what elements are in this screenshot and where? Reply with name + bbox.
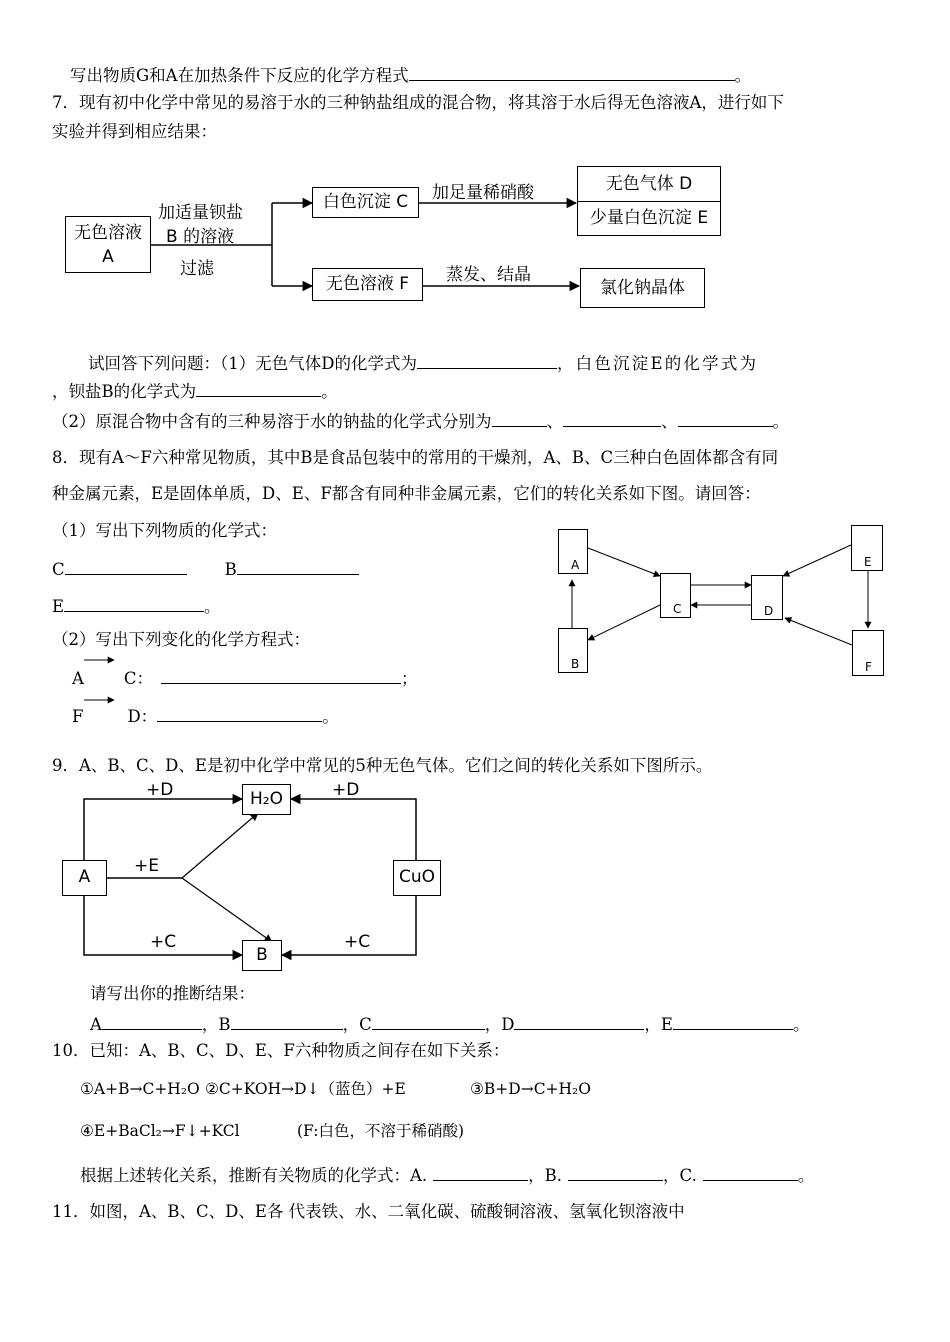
reagent-label-2: B 的溶液 bbox=[166, 227, 235, 247]
q8-node-b bbox=[558, 628, 588, 673]
q7-ask1 bbox=[88, 350, 758, 375]
q8-node-f-label: F bbox=[865, 660, 872, 674]
q8-f-from: F bbox=[72, 707, 84, 726]
q8-c-to: C： bbox=[123, 669, 154, 688]
q9-plus-c-left: +C bbox=[150, 932, 177, 952]
q7-blank-salt1[interactable] bbox=[492, 408, 547, 427]
q11-line: 11．如图，A、B、C、D、E各 代表铁、水、二氧化碳、硫酸铜溶液、氢氧化钡溶液中 bbox=[52, 1202, 685, 1221]
q9-plus-e: +E bbox=[134, 856, 159, 876]
q9-comma4: ， bbox=[644, 1015, 661, 1034]
q9-comma1: ， bbox=[201, 1015, 219, 1034]
q8-c-label: C bbox=[52, 560, 65, 579]
q10-blank-b[interactable] bbox=[568, 1162, 663, 1181]
q9-plus-d-left: +D bbox=[146, 780, 174, 800]
evaporation-label: 蒸发、结晶 bbox=[446, 265, 531, 285]
q8-f-end: 。 bbox=[322, 707, 339, 726]
q9-end: 。 bbox=[792, 1015, 810, 1034]
q8-a-to-c bbox=[72, 665, 418, 690]
q10-reaction-4-note: (F:白色，不溶于稀硝酸) bbox=[297, 1122, 465, 1140]
q10-blank-a[interactable] bbox=[433, 1162, 528, 1181]
q8-a-from: A bbox=[72, 669, 84, 688]
q7-ask1-b: ，白色沉淀E的化学式为 bbox=[556, 354, 759, 373]
q8-semi: ； bbox=[401, 669, 418, 688]
q9-blank-d[interactable] bbox=[514, 1011, 644, 1030]
q8-node-a bbox=[558, 529, 588, 574]
q8-blank-c[interactable] bbox=[65, 556, 187, 575]
q10-end: 。 bbox=[797, 1166, 815, 1185]
q9-plus-d-right: +D bbox=[332, 780, 360, 800]
q8-node-d-label: D bbox=[764, 604, 774, 618]
q8-blank-f-to-d[interactable] bbox=[157, 703, 322, 722]
q8-f-to-d bbox=[72, 703, 339, 728]
q8-blank-e[interactable] bbox=[64, 593, 204, 612]
q9-answers bbox=[90, 1011, 809, 1036]
q7-end: 。 bbox=[772, 412, 789, 431]
q8-node-c-label: C bbox=[673, 602, 682, 616]
q7-blank-d[interactable] bbox=[417, 350, 557, 369]
box-precipitate-e: 少量白色沉淀 E bbox=[589, 208, 709, 228]
q6-text: 写出物质G和A在加热条件下反应的化学方程式 bbox=[70, 66, 409, 85]
q9-comma2: ， bbox=[342, 1015, 360, 1034]
q7-ask1-c: ，钡盐B的化学式为 bbox=[52, 382, 197, 401]
q9-blank-c[interactable] bbox=[372, 1011, 485, 1030]
q8-e-label: E bbox=[52, 597, 65, 616]
q10-reaction-1: ①A+B→C+H₂O bbox=[80, 1080, 200, 1098]
q9-line: 9．A、B、C、D、E是初中化学中常见的5种无色气体。它们之间的转化关系如下图所示。 bbox=[52, 756, 713, 775]
q9-node-a: A bbox=[62, 860, 107, 896]
q9-d-label: D bbox=[501, 1015, 515, 1034]
q10-ask-text: 根据上述转化关系，推断有关物质的化学式：A. bbox=[80, 1166, 428, 1185]
q9-c-label: C bbox=[359, 1015, 372, 1034]
q9-blank-b[interactable] bbox=[231, 1011, 343, 1030]
box-colorless-solution-f: 无色溶液 F bbox=[312, 268, 423, 301]
q8-e-end: 。 bbox=[204, 597, 221, 616]
box-a-line1: 无色溶液 bbox=[74, 223, 142, 243]
q9-plus-c-right: +C bbox=[344, 932, 371, 952]
q8-e-row bbox=[52, 593, 221, 618]
q8-node-d bbox=[751, 575, 783, 620]
q7-blank-salt2[interactable] bbox=[563, 408, 661, 427]
q8-node-c bbox=[660, 573, 691, 618]
box-a-line2: A bbox=[102, 247, 114, 267]
q10-blank-c[interactable] bbox=[703, 1162, 798, 1181]
q7-ask1-a: 试回答下列问题：（1）无色气体D的化学式为 bbox=[88, 354, 417, 373]
q9-blank-e[interactable] bbox=[673, 1011, 793, 1030]
q8-node-b-label: B bbox=[571, 657, 580, 671]
q8-d-to: D： bbox=[127, 707, 158, 726]
q9-e-label: E bbox=[660, 1015, 673, 1034]
q10-reaction-3: ③B+D→C+H₂O bbox=[470, 1080, 591, 1098]
q8-line2: 种金属元素，E是固体单质，D、E、F都含有同种非金属元素，它们的转化关系如下图。请回答： bbox=[52, 484, 761, 503]
q8-sub1: （1）写出下列物质的化学式： bbox=[52, 521, 277, 540]
q8-node-f bbox=[852, 630, 884, 676]
q9-b-label: B bbox=[218, 1015, 231, 1034]
q10-line: 10．已知：A、B、C、D、E、F六种物质之间存在如下关系： bbox=[52, 1041, 510, 1060]
reagent-label-1: 加适量钡盐 bbox=[158, 203, 243, 223]
q8-blank-b[interactable] bbox=[237, 556, 359, 575]
q9-blank-a[interactable] bbox=[102, 1011, 202, 1030]
q7-ask1-cont bbox=[52, 378, 338, 403]
q10-b-label: ，B. bbox=[528, 1166, 563, 1185]
q10-reaction-2: ②C+KOH→D↓（蓝色）+E bbox=[205, 1080, 406, 1098]
q7-blank-b[interactable] bbox=[196, 378, 321, 397]
acid-label: 加足量稀硝酸 bbox=[432, 183, 534, 203]
box-white-precipitate-c: 白色沉淀 C bbox=[312, 187, 419, 218]
q7-ask2 bbox=[52, 408, 789, 433]
q9-node-h2o: H₂O bbox=[242, 784, 291, 815]
box-colorless-solution-a bbox=[65, 216, 151, 273]
q7-line1: 7．现有初中化学中常见的易溶于水的三种钠盐组成的混合物，将其溶于水后得无色溶液A，进行如下 bbox=[52, 93, 784, 112]
q6-end: 。 bbox=[734, 66, 752, 85]
q8-b-label: B bbox=[224, 560, 237, 579]
q7-ask1-end: 。 bbox=[321, 382, 338, 401]
q8-blank-a-to-c[interactable] bbox=[161, 665, 401, 684]
q7-sep1: 、 bbox=[546, 412, 563, 431]
q10-reaction-4: ④E+BaCl₂→F↓+KCl bbox=[80, 1122, 240, 1140]
q7-line2: 实验并得到相应结果： bbox=[52, 122, 217, 141]
box-gas-d: 无色气体 D bbox=[578, 167, 720, 202]
q9-node-b: B bbox=[242, 940, 282, 971]
q7-blank-salt3[interactable] bbox=[678, 408, 773, 427]
q8-line1: 8．现有A～F六种常见物质，其中B是食品包装中的常用的干燥剂，A、B、C三种白色固体都含有同 bbox=[52, 448, 779, 467]
q7-ask2-text: （2）原混合物中含有的三种易溶于水的钠盐的化学式分别为 bbox=[52, 412, 492, 431]
q9-node-cuo: CuO bbox=[393, 860, 441, 896]
q9-ask: 请写出你的推断结果： bbox=[90, 984, 255, 1003]
q9-a-label: A bbox=[90, 1015, 102, 1034]
q9-comma3: ， bbox=[484, 1015, 502, 1034]
q8-c-row bbox=[52, 556, 359, 581]
q8-sub2: （2）写出下列变化的化学方程式： bbox=[52, 630, 310, 649]
box-gas-and-precipitate bbox=[577, 166, 721, 236]
q7-sep2: 、 bbox=[661, 412, 678, 431]
q10-ask bbox=[80, 1162, 814, 1187]
q8-node-e bbox=[851, 525, 883, 571]
q8-node-a-label: A bbox=[571, 558, 580, 572]
q10-c-label: ，C. bbox=[663, 1166, 697, 1185]
q8-node-e-label: E bbox=[864, 555, 872, 569]
box-nacl-crystal: 氯化钠晶体 bbox=[580, 268, 705, 308]
filter-label: 过滤 bbox=[180, 259, 214, 279]
